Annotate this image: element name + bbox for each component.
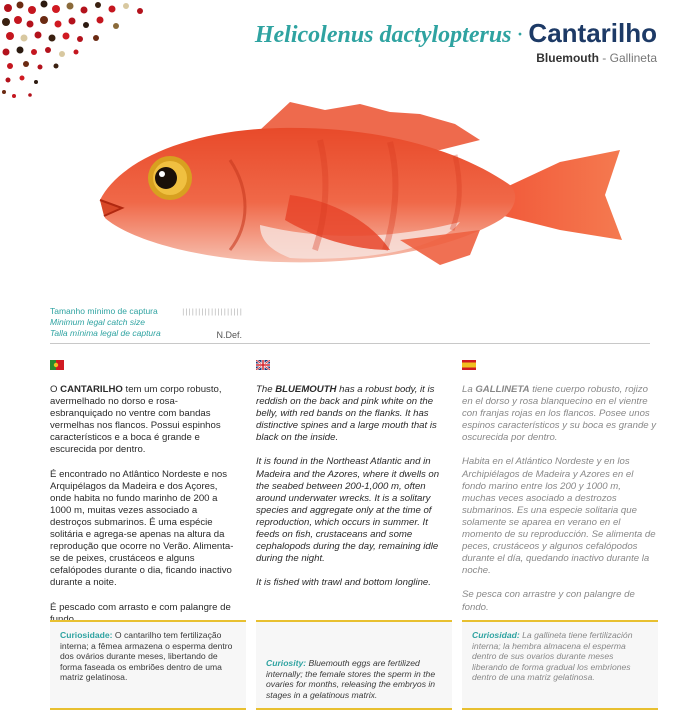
pt-rest: tem um corpo robusto, avermelhado no dorso e rosa-esbranquiçado no ventre com bandas vermelhas nos flancos. Possui espinhos característicos e a boca é grande e escurecida por dentro. xyxy=(50,384,222,456)
curiosity-label-en: Curiosity: xyxy=(266,658,307,668)
en-paragraph-2: It is found in the Northeast Atlantic and in Madeira and the Azores, where it dwells on the seabed between 200-1,000 m, often around underwater wrecks. It is a solitary species and aggregate only at the time of reproduction, which occurs in summer. It feeds on fish, crustaceans and some cephalopods during the day, remaining idle during the night. xyxy=(256,456,440,565)
es-rest: tiene cuerpo robusto, rojizo en el dorso y rosa blanquecino en el vientre con franjas rojas en los flancos. Posee unos espinos característicos y su boca es grande y oscurecida por dentro. xyxy=(462,384,657,444)
latin-name: Helicolenus dactylopterus xyxy=(254,22,512,48)
species-subtitle xyxy=(255,51,657,65)
es-paragraph-2: Habita en el Atlántico Nordeste y en los Archipiélagos de Madeira y Azores en el fondo marino entre los 200 y 1000 m, muchas veces asociado a destrozos submarinos. Es una especie solitaria que solamente se aparea en verano en el momento de su reproducción. Se alimenta de peces, crustáceos y algunos cefalópodos durante el día, quedando inactivo durante la noche. xyxy=(462,456,656,577)
title-separator: · xyxy=(515,22,524,48)
divider-top xyxy=(50,343,650,344)
en-species-bold: BLUEMOUTH xyxy=(275,384,337,395)
catch-size-block xyxy=(50,306,242,339)
pt-paragraph-3: É pescado com arrasto e com palangre de xyxy=(50,601,231,613)
pt-paragraph-1 xyxy=(50,384,240,457)
catch-size-value: N.Def. xyxy=(216,330,242,340)
catch-size-en: Minimum legal catch size xyxy=(50,317,145,327)
curiosity-box-pt xyxy=(50,620,246,710)
size-ruler: ||||||||||||||||||| xyxy=(181,309,242,317)
description-en xyxy=(256,384,451,601)
curiosity-text-pt: O cantarilho tem fertilização interna; a fêmea armazena o esperma dentro dos ovários durante meses, libertando de forma faseada os embriões dentro de uma matriz gelatinosa. xyxy=(60,630,233,683)
curiosity-text-es: La gallineta tiene fertilización interna; la hembra almacena el esperma dentro de sus ovarios durante meses liberando de forma gradual los embriones dentro de una matriz gelatinosa. xyxy=(472,630,633,683)
curiosity-label-es: Curiosidad: xyxy=(472,630,520,640)
english-name: Bluemouth xyxy=(536,51,599,65)
curiosity-text-en: Bluemouth eggs are fertilized internally; the female stores the sperm in the ovaries for months, releasing the embryos in stages in a gelatinous matrix. xyxy=(266,658,436,700)
portugal-flag-icon xyxy=(50,360,64,370)
subtitle-dash: - xyxy=(602,51,607,65)
spain-flag-icon xyxy=(462,360,476,370)
spanish-name: Gallineta xyxy=(609,51,657,65)
es-paragraph-1 xyxy=(462,384,657,444)
curiosity-box-en xyxy=(256,620,452,710)
description-es xyxy=(462,384,657,626)
species-title xyxy=(255,18,657,65)
catch-size-es: Talla mínima legal de captura xyxy=(50,328,161,338)
catch-size-pt: Tamanho mínimo de captura xyxy=(50,306,158,316)
curiosity-label-pt: Curiosidade: xyxy=(60,630,113,640)
pt-paragraph-2: É encontrado no Atlântico Nordeste e nos Arquipélagos da Madeira e dos Açores, onde habita no fundo marinho de 200 a 1000 m, muitas vezes associado a destroços submarinos. É uma espécie solitária e agrega-se apenas na altura da reprodução que ocorre no Verão. Alimenta-se de peixes, crustáceos e alguns cefalópodes durante o dia, ficando inactivo durante a noite. xyxy=(50,468,234,589)
common-name: Cantarilho xyxy=(528,18,657,48)
pt-lead: O xyxy=(50,384,61,395)
en-rest: has a robust body, it is reddish on the back and pink white on the belly, with red bands on the flanks. It has distinctive spines and a large mouth that is black on the inside. xyxy=(256,384,437,444)
en-lead: The xyxy=(256,384,276,395)
es-species-bold: GALLINETA xyxy=(475,384,530,395)
pt-species-bold: CANTARILHO xyxy=(60,384,123,395)
en-paragraph-3: It is fished with trawl and bottom longline. xyxy=(256,577,431,589)
curiosity-box-es xyxy=(462,620,658,710)
es-paragraph-3: Se pesca con arrastre y con palangre de fondo. xyxy=(462,589,635,613)
en-paragraph-1 xyxy=(256,384,451,444)
fish-illustration xyxy=(60,90,640,300)
description-pt xyxy=(50,384,240,638)
uk-flag-icon xyxy=(256,360,270,370)
es-lead: La xyxy=(462,384,476,395)
